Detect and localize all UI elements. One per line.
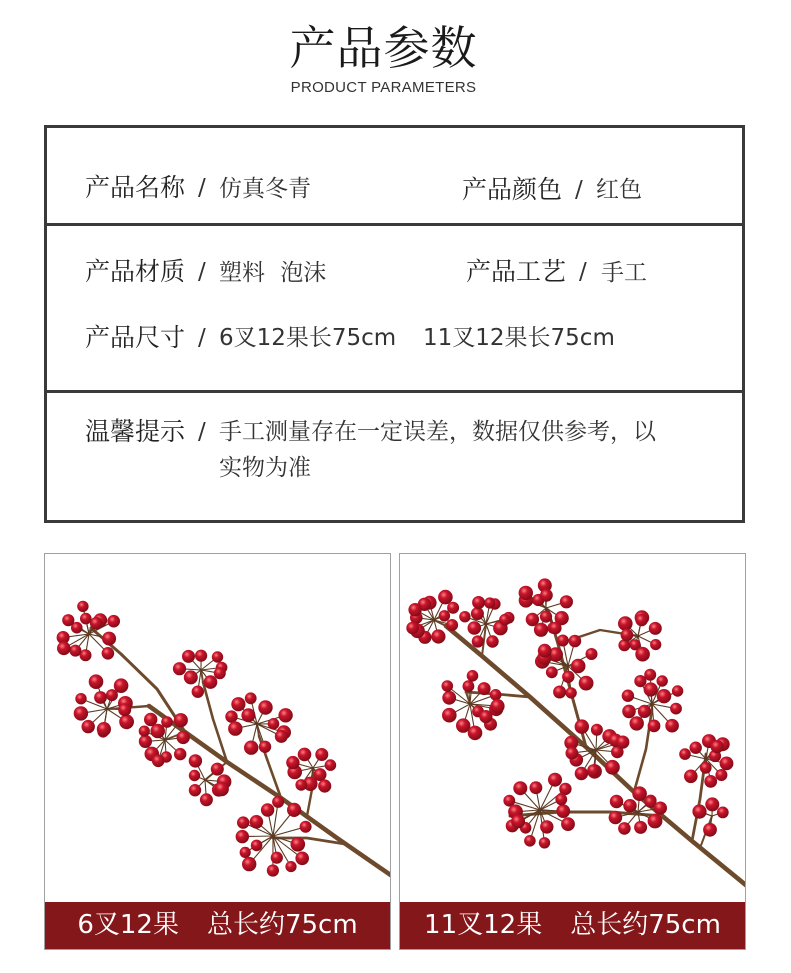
page-subtitle: PRODUCT PARAMETERS <box>290 79 477 96</box>
berry <box>459 611 470 622</box>
berry <box>258 700 272 714</box>
berry <box>107 615 120 628</box>
berry <box>57 642 71 656</box>
berry <box>139 735 152 748</box>
berry <box>174 748 186 760</box>
berries <box>406 578 733 848</box>
berry <box>295 852 309 866</box>
parameters-table <box>44 125 745 523</box>
berry <box>468 726 483 741</box>
berry <box>622 705 636 719</box>
berry <box>513 781 527 795</box>
length-label: 总长约75cm <box>570 910 721 940</box>
product-caption <box>400 902 745 949</box>
berry <box>215 782 229 796</box>
berry <box>69 645 81 657</box>
berry <box>272 796 284 808</box>
berry <box>566 747 579 760</box>
variant-label: 11叉12果 <box>424 910 543 940</box>
berry <box>237 816 249 828</box>
value-warm-tip <box>219 414 656 486</box>
berry <box>670 703 682 715</box>
berry <box>618 616 633 631</box>
berry <box>244 741 258 755</box>
berry <box>119 714 134 729</box>
berry <box>540 589 553 602</box>
product-panel-6-fork <box>44 553 391 950</box>
berry <box>267 864 279 876</box>
berry <box>439 610 450 621</box>
row-tip <box>47 393 742 520</box>
length-label: 总长约75cm <box>206 910 358 940</box>
berry-branch-image <box>45 554 390 903</box>
berry <box>556 804 570 818</box>
berry <box>315 748 328 761</box>
berry <box>565 687 576 698</box>
berry <box>446 619 458 631</box>
value-product-name: 仿真冬青 <box>219 176 311 202</box>
berry <box>118 703 131 716</box>
berry <box>259 741 271 753</box>
berry <box>679 748 691 760</box>
berry <box>150 724 165 739</box>
berry <box>212 651 223 662</box>
berry <box>657 675 668 686</box>
berry <box>618 639 630 651</box>
berry <box>90 617 103 630</box>
tip-line: 实物为准 <box>219 455 311 481</box>
row-material-craft-size <box>47 226 742 390</box>
berry <box>231 697 245 711</box>
berry <box>622 690 634 702</box>
berry <box>271 852 283 864</box>
berry <box>591 724 603 736</box>
berry <box>621 629 634 642</box>
berry <box>609 811 623 825</box>
berry <box>575 719 589 733</box>
berry <box>705 797 719 811</box>
berry <box>534 623 548 637</box>
berry <box>114 678 129 693</box>
berry <box>575 767 588 780</box>
berry <box>251 840 263 852</box>
berry <box>318 779 331 792</box>
value-product-size-6-fork: 6叉12果长75cm <box>219 325 397 351</box>
berry <box>204 675 218 689</box>
berry <box>298 748 312 762</box>
berry <box>553 686 566 699</box>
berry <box>635 614 647 626</box>
berry <box>623 799 636 812</box>
berry <box>287 803 301 817</box>
berry <box>530 781 543 794</box>
berry <box>605 760 620 775</box>
berry <box>74 706 88 720</box>
berry <box>579 676 594 691</box>
berry <box>486 635 498 647</box>
separator-slash: / <box>198 175 206 201</box>
berry <box>406 622 419 635</box>
berry <box>511 814 525 828</box>
berry <box>632 786 647 801</box>
berry <box>75 693 86 704</box>
berry <box>717 807 729 819</box>
berry <box>242 857 256 871</box>
berry <box>139 726 150 737</box>
berry <box>189 754 202 767</box>
berry <box>471 607 484 620</box>
berry <box>173 662 186 675</box>
berry <box>569 635 582 648</box>
berry <box>555 794 567 806</box>
berry <box>82 720 95 733</box>
berry <box>102 632 116 646</box>
berry <box>539 837 550 848</box>
berry <box>618 822 631 835</box>
product-caption <box>45 902 390 949</box>
berry <box>431 629 445 643</box>
berry <box>245 692 257 704</box>
berry <box>635 647 650 662</box>
berry <box>649 622 662 635</box>
berry <box>472 635 484 647</box>
berry <box>478 682 491 695</box>
variant-label: 6叉12果 <box>77 910 179 940</box>
berry <box>195 650 207 662</box>
berry <box>654 802 667 815</box>
berry <box>236 830 249 843</box>
berry <box>648 814 663 829</box>
berry <box>268 718 280 730</box>
berry <box>97 722 111 736</box>
berry <box>634 821 647 834</box>
berry <box>275 730 288 743</box>
stem <box>273 838 345 844</box>
berry <box>442 708 457 723</box>
product-panel-11-fork <box>399 553 746 950</box>
berry <box>704 775 717 788</box>
berry <box>472 596 485 609</box>
berry <box>295 779 307 791</box>
berry <box>278 708 292 722</box>
berry <box>479 710 492 723</box>
berry <box>549 622 562 635</box>
berry <box>571 659 586 674</box>
berry <box>442 680 454 692</box>
berry <box>189 784 201 796</box>
berry <box>499 614 511 626</box>
berry <box>616 736 629 749</box>
berry <box>610 795 623 808</box>
berry <box>562 671 574 683</box>
berry <box>240 847 251 858</box>
berry <box>228 721 242 735</box>
berry <box>540 611 552 623</box>
berry <box>630 716 644 730</box>
berry <box>644 682 658 696</box>
berry <box>586 648 598 660</box>
berry <box>102 647 115 660</box>
berry <box>540 820 553 833</box>
value-product-material: 塑料 泡沫 <box>219 260 327 286</box>
separator-slash: / <box>579 259 587 285</box>
berry <box>657 689 671 703</box>
berry <box>524 835 536 847</box>
berry <box>250 815 264 829</box>
berry <box>560 595 573 608</box>
berry <box>538 644 552 658</box>
berry <box>703 823 717 837</box>
value-product-color: 红色 <box>596 177 642 203</box>
berry <box>720 757 734 771</box>
berry <box>715 769 727 781</box>
berry <box>693 805 707 819</box>
berry <box>174 713 188 727</box>
berry <box>648 720 661 733</box>
label-product-material: 产品材质 <box>85 257 186 286</box>
label-product-craft: 产品工艺 <box>466 257 567 286</box>
berry <box>644 669 656 681</box>
berry <box>484 597 495 608</box>
berry <box>241 708 255 722</box>
berry <box>548 773 562 787</box>
berry <box>684 770 698 784</box>
berry <box>214 667 226 679</box>
berry <box>490 699 504 713</box>
berry <box>490 689 502 701</box>
value-product-size-11-fork: 11叉12果长75cm <box>423 325 615 351</box>
berry <box>261 803 274 816</box>
berry <box>559 783 571 795</box>
berry <box>672 685 683 696</box>
page-title: 产品参数 <box>289 21 478 75</box>
berry <box>467 670 479 682</box>
berry <box>442 691 456 705</box>
label-product-color: 产品颜色 <box>462 175 563 204</box>
berry <box>300 821 312 833</box>
berry <box>561 817 575 831</box>
berry <box>650 639 661 650</box>
berry <box>80 613 92 625</box>
separator-slash: / <box>198 325 206 351</box>
berry <box>463 680 475 692</box>
berry <box>184 670 198 684</box>
berry <box>211 763 224 776</box>
berry <box>177 731 190 744</box>
berry <box>94 691 107 704</box>
separator-slash: / <box>575 177 583 203</box>
berry <box>89 674 104 689</box>
berry <box>700 762 712 774</box>
berry <box>152 755 165 768</box>
berry <box>665 719 679 733</box>
berry <box>638 705 651 718</box>
berry <box>438 590 453 605</box>
berry <box>189 770 200 781</box>
berry <box>325 759 337 771</box>
berry <box>519 586 533 600</box>
berry <box>182 650 195 663</box>
berry-branch-image <box>400 554 745 903</box>
tip-line: 手工测量存在一定误差，数据仅供参考，以 <box>219 419 656 445</box>
label-product-name: 产品名称 <box>85 173 186 202</box>
berry <box>587 764 599 776</box>
berry <box>291 837 306 852</box>
row-name-color <box>47 128 742 223</box>
value-product-craft: 手工 <box>601 260 647 286</box>
label-warm-tip: 温馨提示 <box>85 417 186 446</box>
berry <box>468 621 482 635</box>
berry <box>62 614 74 626</box>
berry <box>192 686 204 698</box>
berry <box>225 710 237 722</box>
berry <box>200 793 213 806</box>
separator-slash: / <box>198 419 206 445</box>
berry <box>711 740 724 753</box>
separator-slash: / <box>198 259 206 285</box>
berry <box>408 603 421 616</box>
label-product-size: 产品尺寸 <box>85 323 186 352</box>
berry <box>77 601 88 612</box>
berry <box>690 742 702 754</box>
berry <box>557 635 569 647</box>
berry <box>285 861 296 872</box>
berry <box>546 666 558 678</box>
berry <box>286 756 299 769</box>
